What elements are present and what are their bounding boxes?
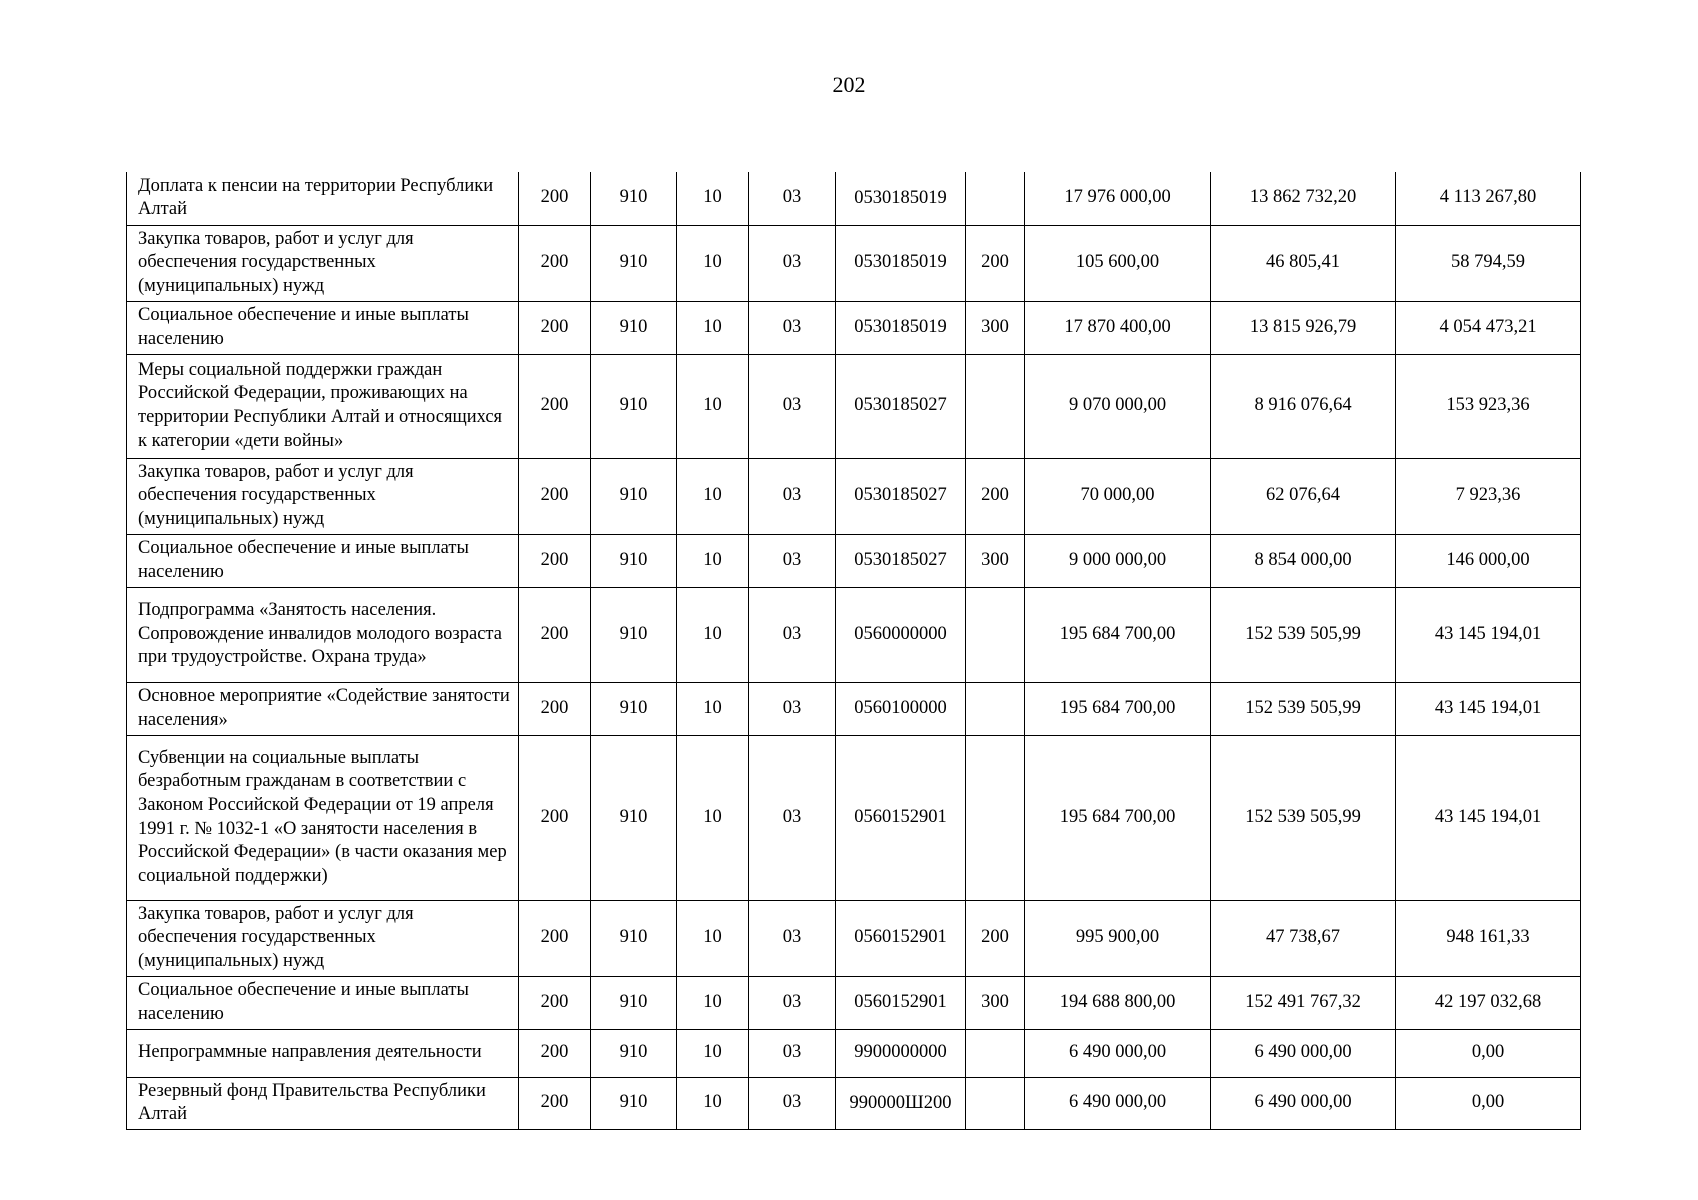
ministry-code-cell: 910 xyxy=(591,458,677,534)
subsection-cell: 03 xyxy=(749,301,836,354)
expense-type-cell xyxy=(966,354,1025,458)
remaining-amount-cell: 43 145 194,01 xyxy=(1396,682,1581,735)
table-row xyxy=(127,1029,1581,1077)
table-row xyxy=(127,682,1581,735)
row-name-cell: Меры социальной поддержки граждан Российской Федерации, проживающих на территории Республики Алтай и относящихся к категории «дети войны» xyxy=(127,354,519,458)
table-row xyxy=(127,1077,1581,1129)
target-article-cell: 0530185027 xyxy=(836,354,966,458)
remaining-amount-cell: 43 145 194,01 xyxy=(1396,735,1581,900)
planned-amount-cell: 9 000 000,00 xyxy=(1025,534,1211,587)
budget-table xyxy=(126,172,1581,1130)
section-cell: 10 xyxy=(677,354,749,458)
section-cell: 10 xyxy=(677,587,749,682)
planned-amount-cell: 195 684 700,00 xyxy=(1025,682,1211,735)
remaining-amount-cell: 7 923,36 xyxy=(1396,458,1581,534)
section-cell: 10 xyxy=(677,172,749,225)
executed-amount-cell: 13 815 926,79 xyxy=(1211,301,1396,354)
section-cell: 10 xyxy=(677,1077,749,1129)
table-row xyxy=(127,225,1581,301)
executed-amount-cell: 152 539 505,99 xyxy=(1211,587,1396,682)
remaining-amount-cell: 0,00 xyxy=(1396,1077,1581,1129)
code-200-cell: 200 xyxy=(519,354,591,458)
subsection-cell: 03 xyxy=(749,1029,836,1077)
remaining-amount-cell: 43 145 194,01 xyxy=(1396,587,1581,682)
executed-amount-cell: 8 854 000,00 xyxy=(1211,534,1396,587)
planned-amount-cell: 194 688 800,00 xyxy=(1025,976,1211,1029)
target-article-cell: 0530185019 xyxy=(836,225,966,301)
executed-amount-cell: 152 539 505,99 xyxy=(1211,735,1396,900)
remaining-amount-cell: 948 161,33 xyxy=(1396,900,1581,976)
code-200-cell: 200 xyxy=(519,682,591,735)
row-name-cell: Подпрограмма «Занятость населения. Сопровождение инвалидов молодого возраста при трудоустройстве. Охрана труда» xyxy=(127,587,519,682)
ministry-code-cell: 910 xyxy=(591,225,677,301)
planned-amount-cell: 17 976 000,00 xyxy=(1025,172,1211,225)
ministry-code-cell: 910 xyxy=(591,976,677,1029)
subsection-cell: 03 xyxy=(749,534,836,587)
subsection-cell: 03 xyxy=(749,735,836,900)
table-row xyxy=(127,354,1581,458)
ministry-code-cell: 910 xyxy=(591,1029,677,1077)
section-cell: 10 xyxy=(677,900,749,976)
planned-amount-cell: 6 490 000,00 xyxy=(1025,1029,1211,1077)
section-cell: 10 xyxy=(677,682,749,735)
expense-type-cell: 300 xyxy=(966,301,1025,354)
expense-type-cell xyxy=(966,1077,1025,1129)
row-name-cell: Закупка товаров, работ и услуг для обеспечения государственных (муниципальных) нужд xyxy=(127,900,519,976)
target-article-cell: 9900000000 xyxy=(836,1029,966,1077)
remaining-amount-cell: 4 054 473,21 xyxy=(1396,301,1581,354)
table-row xyxy=(127,534,1581,587)
table-row xyxy=(127,976,1581,1029)
page-number: 202 xyxy=(832,72,866,97)
target-article-cell: 0560152901 xyxy=(836,735,966,900)
subsection-cell: 03 xyxy=(749,976,836,1029)
table-row xyxy=(127,735,1581,900)
target-article-cell: 0530185027 xyxy=(836,458,966,534)
target-article-cell: 0530185027 xyxy=(836,534,966,587)
expense-type-cell: 200 xyxy=(966,225,1025,301)
row-name-cell: Резервный фонд Правительства Республики Алтай xyxy=(127,1077,519,1129)
code-200-cell: 200 xyxy=(519,976,591,1029)
planned-amount-cell: 995 900,00 xyxy=(1025,900,1211,976)
executed-amount-cell: 46 805,41 xyxy=(1211,225,1396,301)
subsection-cell: 03 xyxy=(749,354,836,458)
section-cell: 10 xyxy=(677,1029,749,1077)
expense-type-cell: 200 xyxy=(966,458,1025,534)
ministry-code-cell: 910 xyxy=(591,534,677,587)
section-cell: 10 xyxy=(677,458,749,534)
target-article-cell: 0560000000 xyxy=(836,587,966,682)
table-body xyxy=(127,172,1581,1129)
executed-amount-cell: 6 490 000,00 xyxy=(1211,1029,1396,1077)
ministry-code-cell: 910 xyxy=(591,301,677,354)
table-row xyxy=(127,587,1581,682)
code-200-cell: 200 xyxy=(519,534,591,587)
expense-type-cell xyxy=(966,1029,1025,1077)
remaining-amount-cell: 153 923,36 xyxy=(1396,354,1581,458)
row-name-cell: Субвенции на социальные выплаты безработным гражданам в соответствии с Законом Российской Федерации от 19 апреля 1991 г. № 1032-1 «О занятости населения в Российской Федерации» (в части оказания мер социальной поддержки) xyxy=(127,735,519,900)
code-200-cell: 200 xyxy=(519,225,591,301)
subsection-cell: 03 xyxy=(749,682,836,735)
executed-amount-cell: 13 862 732,20 xyxy=(1211,172,1396,225)
expense-type-cell: 300 xyxy=(966,534,1025,587)
row-name-cell: Социальное обеспечение и иные выплаты населению xyxy=(127,534,519,587)
expense-type-cell xyxy=(966,682,1025,735)
remaining-amount-cell: 4 113 267,80 xyxy=(1396,172,1581,225)
code-200-cell: 200 xyxy=(519,900,591,976)
row-name-cell: Социальное обеспечение и иные выплаты населению xyxy=(127,301,519,354)
code-200-cell: 200 xyxy=(519,1077,591,1129)
target-article-cell: 0560100000 xyxy=(836,682,966,735)
subsection-cell: 03 xyxy=(749,458,836,534)
subsection-cell: 03 xyxy=(749,225,836,301)
ministry-code-cell: 910 xyxy=(591,735,677,900)
target-article-cell: 0560152901 xyxy=(836,976,966,1029)
row-name-cell: Закупка товаров, работ и услуг для обеспечения государственных (муниципальных) нужд xyxy=(127,225,519,301)
ministry-code-cell: 910 xyxy=(591,1077,677,1129)
expense-type-cell xyxy=(966,587,1025,682)
executed-amount-cell: 152 539 505,99 xyxy=(1211,682,1396,735)
ministry-code-cell: 910 xyxy=(591,682,677,735)
table-row xyxy=(127,458,1581,534)
table-row xyxy=(127,900,1581,976)
subsection-cell: 03 xyxy=(749,900,836,976)
ministry-code-cell: 910 xyxy=(591,354,677,458)
row-name-cell: Доплата к пенсии на территории Республики Алтай xyxy=(127,172,519,225)
row-name-cell: Основное мероприятие «Содействие занятости населения» xyxy=(127,682,519,735)
target-article-cell: 0530185019 xyxy=(836,301,966,354)
code-200-cell: 200 xyxy=(519,458,591,534)
target-article-cell: 0560152901 xyxy=(836,900,966,976)
planned-amount-cell: 70 000,00 xyxy=(1025,458,1211,534)
planned-amount-cell: 195 684 700,00 xyxy=(1025,735,1211,900)
planned-amount-cell: 9 070 000,00 xyxy=(1025,354,1211,458)
subsection-cell: 03 xyxy=(749,172,836,225)
executed-amount-cell: 62 076,64 xyxy=(1211,458,1396,534)
subsection-cell: 03 xyxy=(749,587,836,682)
remaining-amount-cell: 0,00 xyxy=(1396,1029,1581,1077)
row-name-cell: Закупка товаров, работ и услуг для обеспечения государственных (муниципальных) нужд xyxy=(127,458,519,534)
ministry-code-cell: 910 xyxy=(591,900,677,976)
table-row xyxy=(127,301,1581,354)
table-row xyxy=(127,172,1581,225)
remaining-amount-cell: 58 794,59 xyxy=(1396,225,1581,301)
executed-amount-cell: 152 491 767,32 xyxy=(1211,976,1396,1029)
section-cell: 10 xyxy=(677,735,749,900)
section-cell: 10 xyxy=(677,976,749,1029)
planned-amount-cell: 105 600,00 xyxy=(1025,225,1211,301)
section-cell: 10 xyxy=(677,225,749,301)
executed-amount-cell: 8 916 076,64 xyxy=(1211,354,1396,458)
section-cell: 10 xyxy=(677,301,749,354)
remaining-amount-cell: 146 000,00 xyxy=(1396,534,1581,587)
expense-type-cell: 300 xyxy=(966,976,1025,1029)
executed-amount-cell: 47 738,67 xyxy=(1211,900,1396,976)
code-200-cell: 200 xyxy=(519,1029,591,1077)
subsection-cell: 03 xyxy=(749,1077,836,1129)
planned-amount-cell: 17 870 400,00 xyxy=(1025,301,1211,354)
section-cell: 10 xyxy=(677,534,749,587)
target-article-cell: 0530185019 xyxy=(836,172,966,225)
code-200-cell: 200 xyxy=(519,735,591,900)
expense-type-cell xyxy=(966,735,1025,900)
target-article-cell: 990000Ш200 xyxy=(836,1077,966,1129)
code-200-cell: 200 xyxy=(519,301,591,354)
code-200-cell: 200 xyxy=(519,587,591,682)
row-name-cell: Социальное обеспечение и иные выплаты населению xyxy=(127,976,519,1029)
planned-amount-cell: 195 684 700,00 xyxy=(1025,587,1211,682)
planned-amount-cell: 6 490 000,00 xyxy=(1025,1077,1211,1129)
ministry-code-cell: 910 xyxy=(591,172,677,225)
remaining-amount-cell: 42 197 032,68 xyxy=(1396,976,1581,1029)
expense-type-cell: 200 xyxy=(966,900,1025,976)
row-name-cell: Непрограммные направления деятельности xyxy=(127,1029,519,1077)
code-200-cell: 200 xyxy=(519,172,591,225)
executed-amount-cell: 6 490 000,00 xyxy=(1211,1077,1396,1129)
ministry-code-cell: 910 xyxy=(591,587,677,682)
expense-type-cell xyxy=(966,172,1025,225)
